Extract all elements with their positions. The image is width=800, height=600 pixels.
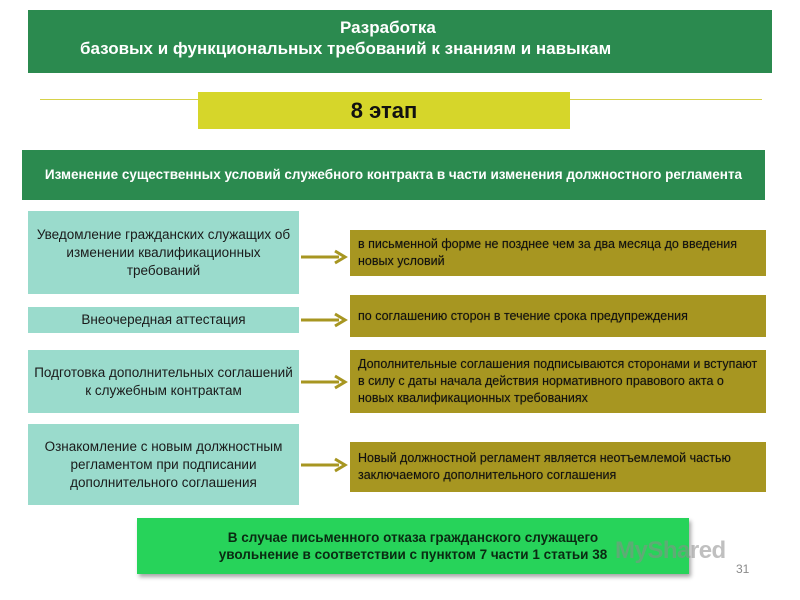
title-line-1: Разработка [340,18,436,37]
arrow-right-icon [299,247,350,267]
footer-line-1: В случае письменного отказа гражданского служащего [227,530,599,545]
step-box-attestation: Внеочередная аттестация [28,307,299,333]
condition-box-agreement [350,295,766,337]
title-line-2: базовых и функциональных требований к знаниям и навыкам [80,39,612,58]
arrow-right-icon [299,372,350,392]
condition-text: в письменной форме не позднее чем за два месяца до введения новых условий [358,237,738,268]
stage-badge: 8 этап [198,92,570,129]
arrow-right-icon [299,455,350,475]
watermark-logo: MyShared [615,537,726,564]
condition-box-regulation [350,442,766,492]
footer-line-2: увольнение в соответствии с пунктом 7 части 1 статьи 38 [218,547,608,562]
step-box-additional-agreements: Подготовка дополнительных соглашений к служебным контрактам [28,350,299,413]
footer-banner [137,518,689,574]
arrow-right-icon [299,310,350,330]
condition-box-signing [350,350,766,413]
condition-text: по соглашению сторон в течение срока предупреждения [358,308,688,323]
step-box-notification: Уведомление гражданских служащих об изменении квалификационных требований [28,211,299,294]
condition-text: Дополнительные соглашения подписываются сторонами и вступают в силу с даты начала действия нормативного правового акта о новых квалификационных требованиях [358,357,758,405]
step-box-familiarization: Ознакомление с новым должностным регламентом при подписании дополнительного соглашения [28,424,299,505]
page-number: 31 [736,562,750,576]
condition-box-written-form [350,230,766,276]
condition-text: Новый должностной регламент является неотъемлемой частью заключаемого дополнительного соглашения [358,451,731,482]
title-banner [28,10,772,73]
subtitle-banner: Изменение существенных условий служебного контракта в части изменения должностного регламента [22,150,765,200]
